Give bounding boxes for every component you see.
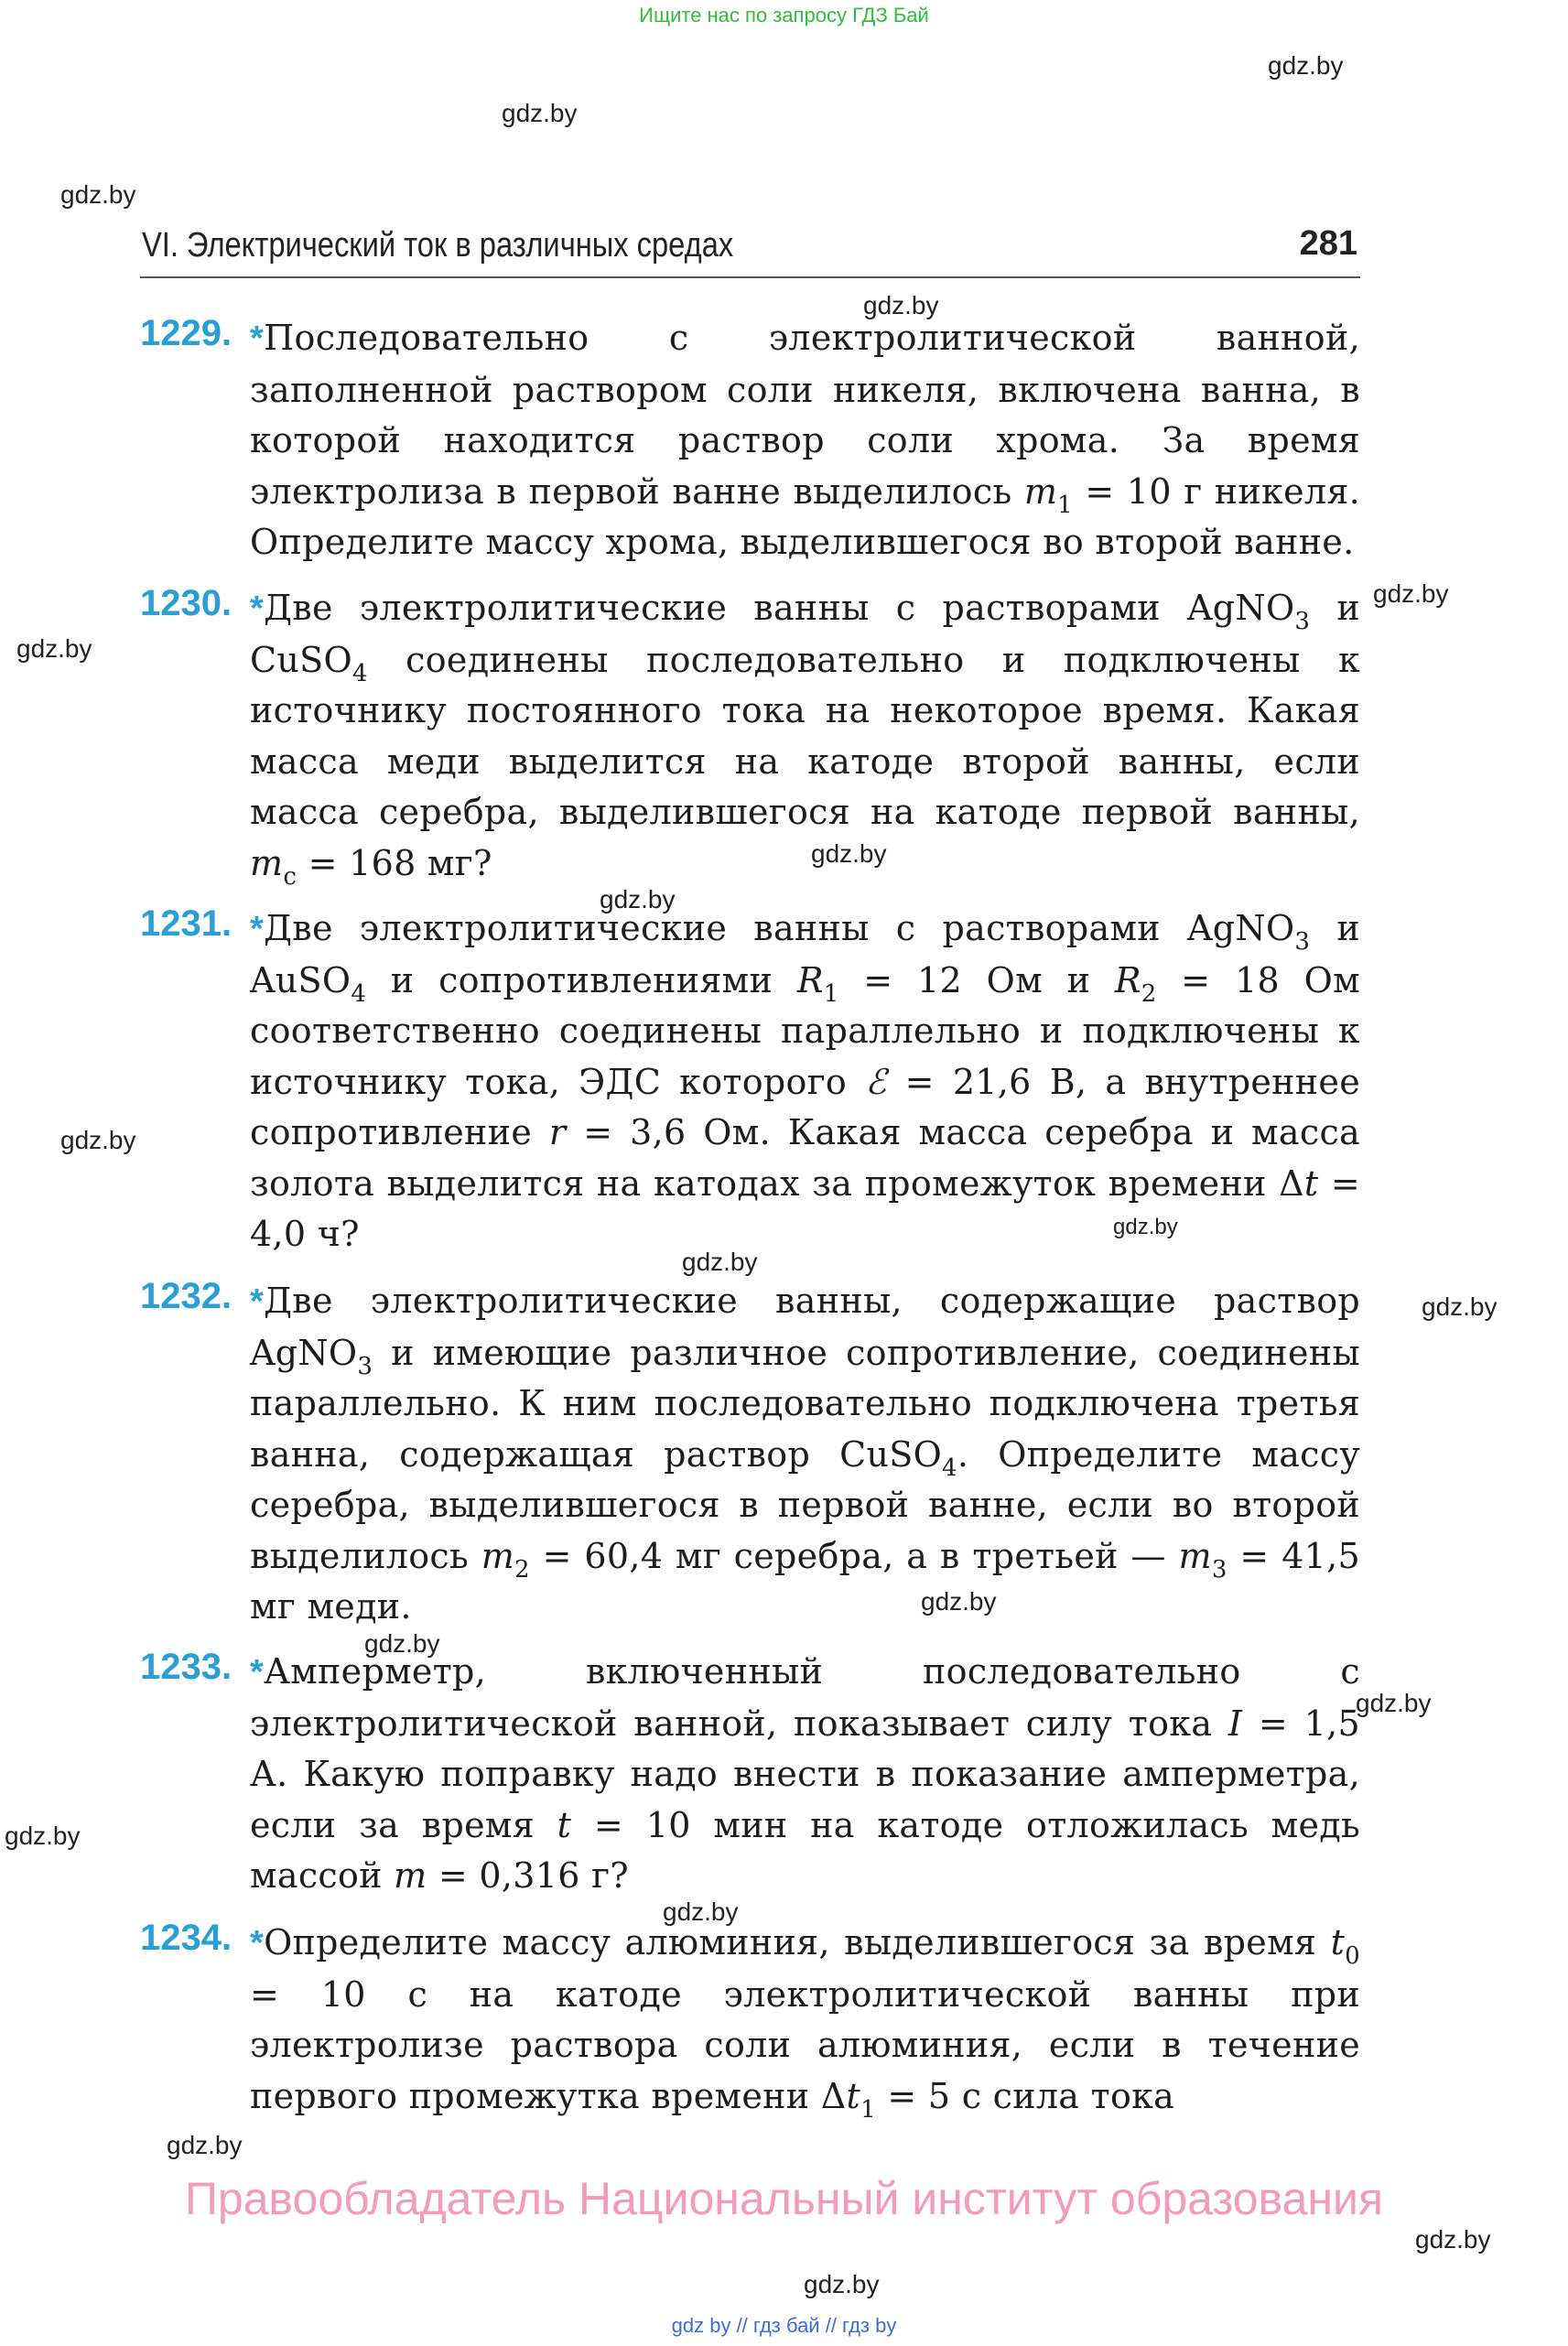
problem-number: 1233. (140, 1647, 232, 1687)
watermark: gdz.by (16, 634, 92, 663)
problem-number: 1229. (140, 313, 232, 353)
problem-text: *Последовательно с электролитической ванной, заполненной раствором соли никеля, включена ванна, в которой находится раствор соли хрома. За время электролиза в первой ванне выделилось $m_1 = 10$ г никеля. Определите массу хрома, выделившегося во второй ванне. (250, 318, 1360, 562)
watermark: gdz.by (502, 99, 578, 127)
watermark: gdz.by (863, 291, 939, 319)
star-mark: * (250, 910, 265, 948)
watermark: gdz.by (663, 1897, 739, 1926)
problem-text: *Амперметр, включенный последовательно с электролитической ванной, показывает силу тока I = 1,5 А. Какую поправку надо внести в показание амперметра, если за время t = 10 мин на катоде отложилась медь массой m = 0,316 г? (250, 1651, 1361, 1896)
watermark: gdz.by (921, 1587, 997, 1616)
watermark: gdz.by (1422, 1292, 1498, 1321)
page-number: 281 (1299, 224, 1357, 263)
star-mark: * (250, 589, 265, 628)
problem-text: *Определите массу алюминия, выделившегося за время $t_0 = 10$ с на катоде электролитической ванны при электролизе раствора соли алюминия, если в течение первого промежутка времени $\Delta t_1 = 5$ с сила тока (250, 1922, 1360, 2124)
watermark: gdz.by (364, 1629, 440, 1658)
watermark: gdz.by (1373, 579, 1449, 608)
header-divider (140, 276, 1360, 278)
star-mark: * (250, 1653, 265, 1692)
chapter-title: VI. Электрический ток в различных средах (142, 226, 734, 265)
top-banner[interactable]: Ищите нас по запросу ГДЗ Бай (639, 4, 929, 27)
watermark: gdz.by (1268, 51, 1344, 80)
watermark: gdz.by (682, 1248, 758, 1276)
watermark: gdz.by (1113, 1215, 1178, 1239)
watermark: gdz.by (5, 1822, 81, 1850)
problem-number: 1230. (140, 583, 232, 623)
watermark: gdz.by (1356, 1689, 1432, 1717)
watermark: gdz.by (811, 839, 887, 868)
problem-text: *Две электролитические ванны с растворами AgNO$_3$ и AuSO$_4$ и сопротивлениями $R_1 = 12$ Ом и $R_2 = 18$ Ом соответственно соединены параллельно и подключены к источнику тока, ЭДС которого ℰ = 21,6 В, а внутреннее сопротивление r = 3,6 Ом. Какая масса серебра и масса золота выделится на катодах за промежуток времени Δt = 4,0 ч? (250, 908, 1361, 1254)
watermark: gdz.by (60, 180, 136, 209)
problem-number: 1232. (140, 1276, 232, 1316)
problem-text: *Две электролитические ванны с растворами AgNO$_3$ и CuSO$_4$ соединены последовательно и подключены к источнику постоянного тока на некоторое время. Какая масса меди выделится на катоде второй ванны, если масса серебра, выделившегося на катоде первой ванны, $m_c = 168$ мг? (250, 588, 1360, 891)
star-mark: * (250, 319, 265, 358)
watermark: gdz.by (804, 2270, 880, 2298)
watermark: gdz.by (167, 2131, 243, 2159)
star-mark: * (250, 1924, 265, 1962)
copyright-notice: Правообладатель Национальный институт образования (184, 2173, 1384, 2224)
watermark: gdz.by (1415, 2225, 1491, 2254)
watermark: gdz.by (600, 885, 676, 914)
bottom-links[interactable]: gdz by // гдз бай // гдз by (671, 2314, 897, 2337)
problem-text: *Две электролитические ванны, содержащие раствор AgNO$_3$ и имеющие различное сопротивление, соединены параллельно. К ним последовательно подключена третья ванна, содержащая раствор CuSO$_4$. Определите массу серебра, выделившегося в первой ванне, если во второй выделилось $m_2 = 60,4$ мг серебра, а в третьей — $m_3 = 41,5$ мг меди. (250, 1281, 1361, 1627)
problem-number: 1231. (140, 903, 232, 944)
watermark: gdz.by (60, 1126, 136, 1154)
problem-number: 1234. (140, 1918, 232, 1958)
star-mark: * (250, 1282, 265, 1321)
